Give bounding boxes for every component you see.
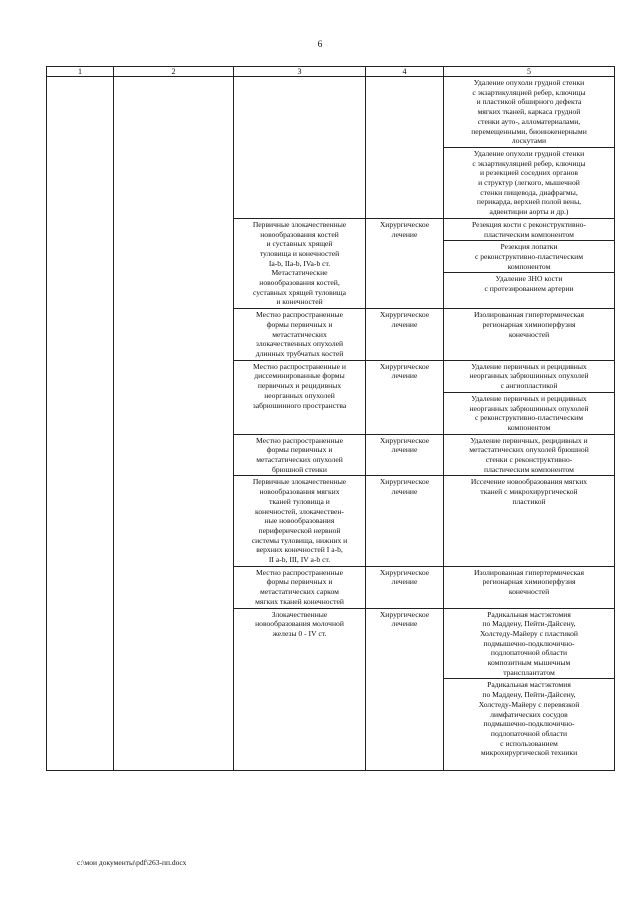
method-entry — [444, 610, 614, 678]
text-line: с реконструктивно-пластическим — [474, 413, 584, 423]
method-entry — [444, 392, 614, 433]
text-line: компонентом — [507, 422, 551, 432]
text-line: мягких тканей конечностей — [255, 596, 344, 606]
diagnosis-cell — [234, 360, 366, 434]
text-line: стенки с реконструктивно- — [485, 455, 573, 465]
text-line: Холстеду-Майеру с перевязкой — [478, 699, 580, 709]
text-line: метастатических сарком — [260, 587, 339, 597]
treatment-type-cell: Хирургическое лечение — [366, 309, 444, 361]
diagnosis-cell — [234, 476, 366, 566]
method-entry — [444, 436, 614, 475]
diagnosis-cell — [234, 77, 366, 219]
text-line: суставных хрящей туловища — [252, 287, 347, 297]
text-line: и пластикой обширного дефекта — [476, 97, 582, 107]
text-line: мягких тканей, каркаса грудной — [477, 107, 581, 117]
table-body — [47, 77, 615, 771]
text-line: перемещенными, биоинженерными — [471, 126, 587, 136]
text-line: и структур (легкого, мышечной — [478, 178, 580, 188]
text-line: Местно распространенные — [255, 310, 344, 320]
text-line: пластикой — [512, 496, 546, 506]
treatment-type-cell — [366, 77, 444, 219]
text-line: новообразования костей, — [259, 278, 340, 288]
text-line: пластическим компонентом — [484, 464, 574, 474]
text-line: Резекция лопатки — [500, 242, 558, 252]
text-line: с ангиопластикой — [500, 381, 558, 391]
text-line: лимфатических сосудов — [490, 709, 568, 719]
text-line: подлопаточной области — [490, 648, 568, 658]
text-line: неорганных забрюшинных опухолей — [469, 371, 589, 381]
file-path-footer: c:\мои документы\pdf\263-пп.docx — [77, 858, 187, 867]
text-line: Удаление опухоли грудной стенки — [473, 148, 585, 158]
text-line: формы первичных и — [266, 577, 333, 587]
text-line: Метастатические — [271, 268, 328, 278]
header-cell: 1 — [47, 67, 114, 77]
treatment-type-cell: Хирургическое лечение — [366, 566, 444, 608]
method-cell — [444, 77, 615, 219]
text-line: верхних конечностей I a-b, — [256, 545, 343, 555]
text-line: забрюшинного пространства — [252, 400, 347, 410]
method-cell — [444, 434, 615, 476]
text-line: подмышечно-подключично- — [483, 638, 575, 648]
text-line: диссеминированные формы — [254, 371, 345, 381]
text-line: по Маддену, Пейти-Дайсену, — [482, 619, 576, 629]
method-entry — [444, 362, 614, 391]
text-line: по Маддену, Пейти-Дайсену, — [482, 690, 576, 700]
text-line: метастатических опухолей брюшной — [469, 445, 589, 455]
diagnosis-cell — [234, 309, 366, 361]
method-cell — [444, 309, 615, 361]
text-line: Местно распространенные — [255, 435, 344, 445]
text-line: системы туловища, нижних и — [251, 535, 348, 545]
text-line: адвентиции аорты и др.) — [489, 207, 569, 217]
text-line: подмышечно-подключично- — [483, 719, 575, 729]
method-cell — [444, 218, 615, 308]
text-line: Злокачественные — [271, 609, 328, 619]
text-line: стенки пищевода, диафрагмы, — [480, 187, 578, 197]
text-line: с протезированием артерии — [484, 284, 574, 294]
method-cell — [444, 476, 615, 566]
method-entry — [444, 678, 614, 758]
method-entry — [444, 568, 614, 597]
text-line: железы 0 - IV ст. — [272, 628, 327, 638]
text-line: Резекция кости с реконструктивно- — [472, 219, 586, 229]
text-line: регионарная химиоперфузия — [482, 319, 576, 329]
method-cell — [444, 608, 615, 771]
text-line: неорганных забрюшинных опухолей — [469, 403, 589, 413]
header-cell: 3 — [234, 67, 366, 77]
method-entry — [444, 477, 614, 506]
text-line: брюшной стенки — [272, 464, 327, 474]
text-line: Изолированная гипертермическая — [473, 310, 585, 320]
page-number: 6 — [317, 40, 323, 50]
treatment-type-cell: Хирургическое лечение — [366, 608, 444, 771]
text-line: конечностей — [508, 329, 550, 339]
method-entry — [444, 220, 614, 239]
text-line: конечностей — [508, 587, 550, 597]
text-line: Холстеду-Майеру с пластикой — [480, 628, 578, 638]
diagnosis-cell — [234, 434, 366, 476]
text-line: подлопаточной области — [490, 729, 568, 738]
text-line: II a-b, III, IV a-b ст. — [268, 555, 331, 565]
treatment-type-cell: Хирургическое лечение — [366, 434, 444, 476]
text-line: неорганных опухолей — [264, 390, 335, 400]
text-line: длинных трубчатых костей — [255, 348, 344, 358]
text-line: ные новообразования — [264, 516, 335, 526]
text-line: новообразования молочной — [255, 619, 344, 629]
method-entry — [444, 272, 614, 293]
text-line: композитным мышечным — [487, 658, 571, 668]
col1-cell — [47, 77, 114, 771]
text-line: Удаление опухоли грудной стенки — [473, 78, 585, 87]
method-cell — [444, 566, 615, 608]
text-line: Иссечение новообразования мягких — [470, 477, 588, 487]
text-line: с экзартикуляцией ребер, ключицы — [472, 87, 586, 97]
text-line: компонентом — [507, 261, 551, 271]
diagnosis-cell — [234, 608, 366, 771]
text-line: Местно распространенные и — [253, 361, 346, 371]
text-line: Радикальная мастэктомия — [487, 680, 571, 690]
text-line: регионарная химиоперфузия — [482, 577, 576, 587]
text-line: перикарда, верхней полой вены, — [476, 197, 582, 207]
treatment-type-cell: Хирургическое лечение — [366, 218, 444, 308]
text-line: лоскутами — [511, 136, 547, 146]
text-line: первичных и рецидивных — [257, 381, 342, 391]
text-line: с экзартикуляцией ребер, ключицы — [472, 158, 586, 168]
header-cell: 4 — [366, 67, 444, 77]
text-line: Удаление первичных и рецидивных — [471, 361, 587, 371]
text-line: формы первичных и — [266, 445, 333, 455]
table-header-row — [47, 67, 615, 77]
method-entry — [444, 78, 614, 146]
method-entry — [444, 147, 614, 217]
text-line: трансплантатом — [503, 667, 555, 677]
text-line: Удаление ЗНО кости — [495, 274, 563, 284]
text-line: Удаление первичных, рецидивных и — [470, 435, 588, 445]
text-line: Ia-b, IIa-b, IVa-b ст. — [268, 258, 331, 268]
text-line: стенки ауто-, алломатериалами, — [477, 116, 581, 126]
text-line: злокачественных опухолей — [255, 339, 344, 349]
text-line: тканей с микрохирургической — [480, 487, 578, 497]
procedures-table — [46, 66, 615, 771]
text-line: новообразования костей — [260, 229, 339, 239]
text-line: новообразования мягких — [259, 487, 340, 497]
text-line: метастатических — [272, 329, 327, 339]
table-row — [47, 77, 615, 219]
text-line: формы первичных и — [266, 319, 333, 329]
text-line: туловища и конечностей — [259, 248, 340, 258]
text-line: Удаление первичных и рецидивных — [471, 393, 587, 403]
text-line: Первичные злокачественные — [252, 219, 347, 229]
text-line: Изолированная гипертермическая — [473, 567, 585, 577]
text-line: пластическим компонентом — [484, 229, 574, 239]
text-line: Местно распространенные — [255, 567, 344, 577]
text-line: и конечностей — [276, 297, 323, 307]
text-line: метастатических опухолей — [256, 455, 343, 465]
diagnosis-cell — [234, 566, 366, 608]
text-line: с использованием — [500, 738, 558, 748]
treatment-type-cell: Хирургическое лечение — [366, 360, 444, 434]
text-line: с реконструктивно-пластическим — [474, 251, 584, 261]
method-entry — [444, 310, 614, 339]
text-line: и резекцией соседних органов — [479, 168, 579, 178]
header-cell: 5 — [444, 67, 615, 77]
text-line: и суставных хрящей — [266, 239, 333, 249]
col2-cell — [114, 77, 234, 771]
diagnosis-cell — [234, 218, 366, 308]
treatment-type-cell: Хирургическое лечение — [366, 476, 444, 566]
text-line: конечностей, злокачествен- — [255, 506, 344, 516]
method-entry — [444, 240, 614, 271]
text-line: периферической нервной — [258, 525, 341, 535]
text-line: тканей туловища и — [269, 496, 330, 506]
text-line: Первичные злокачественные — [252, 477, 347, 487]
header-cell: 2 — [114, 67, 234, 77]
method-cell — [444, 360, 615, 434]
text-line: Радикальная мастэктомия — [487, 609, 571, 619]
text-line: микрохирургической техники — [480, 748, 578, 758]
